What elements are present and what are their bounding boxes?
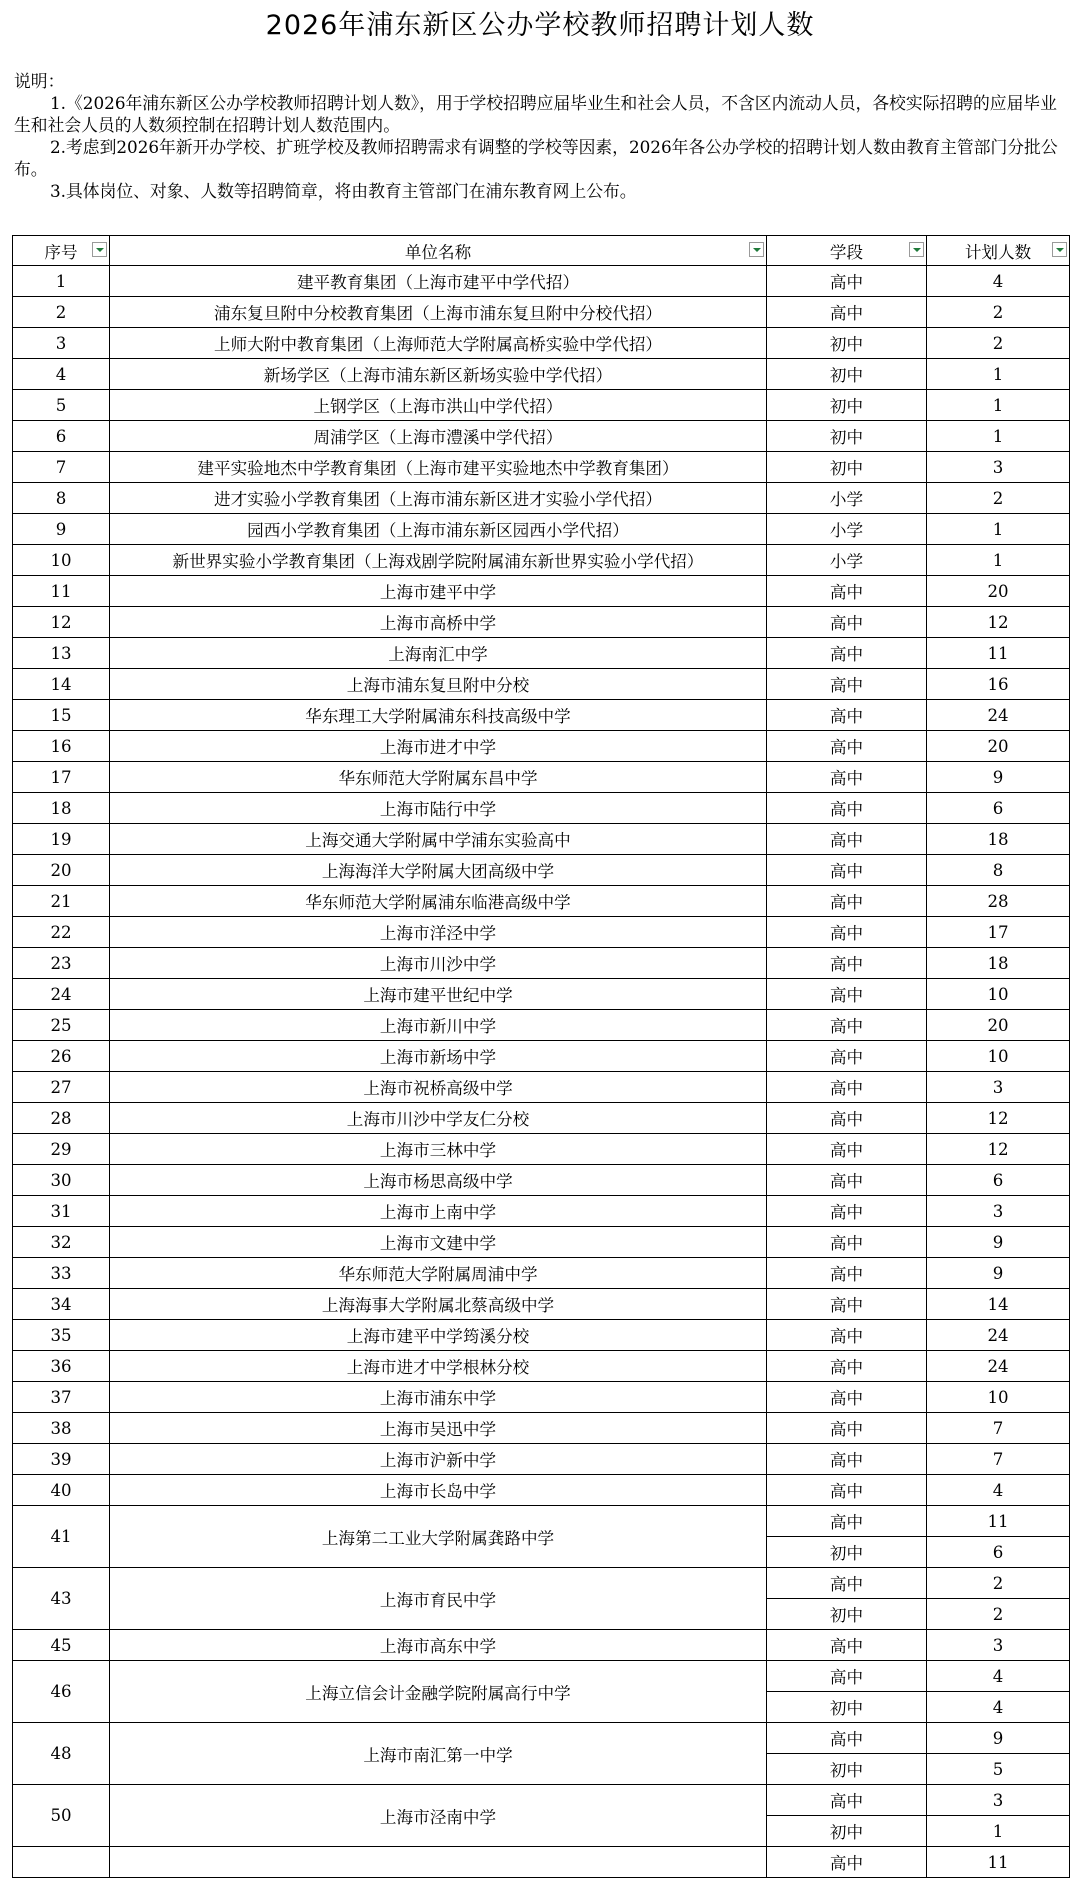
cell-no: 43 <box>13 1568 110 1630</box>
cell-no: 18 <box>13 793 110 824</box>
table-row <box>13 452 1070 483</box>
cell-count: 6 <box>927 1537 1070 1568</box>
cell-no: 22 <box>13 917 110 948</box>
table-row <box>13 1444 1070 1475</box>
cell-count: 3 <box>927 1196 1070 1227</box>
note-item: 1.《2026年浦东新区公办学校教师招聘计划人数》，用于学校招聘应届毕业生和社会人员，不含区内流动人员，各校实际招聘的应届毕业生和社会人员的人数须控制在招聘计划人数范围内。 <box>14 93 1057 135</box>
cell-stage: 高中 <box>767 1165 927 1196</box>
cell-count: 2 <box>927 483 1070 514</box>
cell-count: 7 <box>927 1444 1070 1475</box>
cell-count: 11 <box>927 1506 1070 1537</box>
cell-unit-name: 上海市祝桥高级中学 <box>110 1072 767 1103</box>
table-row <box>13 948 1070 979</box>
table-row <box>13 1072 1070 1103</box>
filter-dropdown-icon[interactable] <box>749 242 764 257</box>
cell-count: 1 <box>927 421 1070 452</box>
table-row <box>13 762 1070 793</box>
cell-no: 4 <box>13 359 110 390</box>
cell-unit-name: 华东师范大学附属浦东临港高级中学 <box>110 886 767 917</box>
cell-no: 39 <box>13 1444 110 1475</box>
table-row <box>13 1785 1070 1816</box>
cell-unit-name: 上海市杨思高级中学 <box>110 1165 767 1196</box>
cell-unit-name: 上海市川沙中学 <box>110 948 767 979</box>
cell-count: 12 <box>927 607 1070 638</box>
table-row <box>13 1661 1070 1692</box>
cell-no: 23 <box>13 948 110 979</box>
cell-stage: 初中 <box>767 1754 927 1785</box>
cell-stage: 高中 <box>767 638 927 669</box>
cell-stage: 高中 <box>767 1568 927 1599</box>
cell-stage: 高中 <box>767 1351 927 1382</box>
cell-stage: 小学 <box>767 514 927 545</box>
cell-stage: 高中 <box>767 1258 927 1289</box>
cell-stage: 高中 <box>767 1134 927 1165</box>
cell-count: 17 <box>927 917 1070 948</box>
cell-unit-name: 上海市建平中学筠溪分校 <box>110 1320 767 1351</box>
cell-stage: 高中 <box>767 1382 927 1413</box>
cell-no: 16 <box>13 731 110 762</box>
table-row <box>13 1413 1070 1444</box>
cell-count: 1 <box>927 359 1070 390</box>
cell-stage: 高中 <box>767 700 927 731</box>
cell-unit-name: 上海市南汇第一中学 <box>110 1723 767 1785</box>
cell-count: 16 <box>927 669 1070 700</box>
table-row <box>13 1289 1070 1320</box>
cell-unit-name: 华东理工大学附属浦东科技高级中学 <box>110 700 767 731</box>
cell-no: 6 <box>13 421 110 452</box>
cell-count: 11 <box>927 638 1070 669</box>
table-row <box>13 1103 1070 1134</box>
cell-no: 7 <box>13 452 110 483</box>
cell-count: 2 <box>927 1568 1070 1599</box>
cell-unit-name: 上海市浦东中学 <box>110 1382 767 1413</box>
cell-unit-name: 上海市三林中学 <box>110 1134 767 1165</box>
filter-dropdown-icon[interactable] <box>92 242 107 257</box>
cell-stage: 高中 <box>767 1196 927 1227</box>
table-row <box>13 1134 1070 1165</box>
table-row <box>13 483 1070 514</box>
cell-no: 38 <box>13 1413 110 1444</box>
cell-no: 11 <box>13 576 110 607</box>
cell-stage: 高中 <box>767 948 927 979</box>
table-row <box>13 297 1070 328</box>
cell-count: 4 <box>927 1475 1070 1506</box>
cell-stage: 高中 <box>767 1630 927 1661</box>
table-row <box>13 1382 1070 1413</box>
cell-no: 24 <box>13 979 110 1010</box>
table-row <box>13 1196 1070 1227</box>
cell-count: 18 <box>927 948 1070 979</box>
filter-dropdown-icon[interactable] <box>1052 242 1067 257</box>
cell-unit-name: 建平实验地杰中学教育集团（上海市建平实验地杰中学教育集团） <box>110 452 767 483</box>
cell-unit-name: 新场学区（上海市浦东新区新场实验中学代招） <box>110 359 767 390</box>
cell-count: 24 <box>927 1351 1070 1382</box>
cell-count: 3 <box>927 1072 1070 1103</box>
table-row <box>13 886 1070 917</box>
cell-stage: 高中 <box>767 607 927 638</box>
cell-no: 20 <box>13 855 110 886</box>
cell-no: 36 <box>13 1351 110 1382</box>
cell-count: 20 <box>927 576 1070 607</box>
cell-unit-name: 上海海洋大学附属大团高级中学 <box>110 855 767 886</box>
table-header-row <box>13 236 1070 266</box>
cell-count: 4 <box>927 1692 1070 1723</box>
cell-no: 45 <box>13 1630 110 1661</box>
cell-stage: 高中 <box>767 576 927 607</box>
cell-unit-name: 上海市文建中学 <box>110 1227 767 1258</box>
note-item: 2.考虑到2026年新开办学校、扩班学校及教师招聘需求有调整的学校等因素，2026年各公办学校的招聘计划人数由教育主管部门分批公布。 <box>14 137 1058 179</box>
cell-no: 25 <box>13 1010 110 1041</box>
table-row <box>13 328 1070 359</box>
table-row <box>13 1010 1070 1041</box>
cell-stage: 高中 <box>767 669 927 700</box>
cell-no: 50 <box>13 1785 110 1847</box>
cell-stage: 初中 <box>767 1816 927 1847</box>
cell-no: 31 <box>13 1196 110 1227</box>
cell-no: 26 <box>13 1041 110 1072</box>
cell-unit-name: 浦东复旦附中分校教育集团（上海市浦东复旦附中分校代招） <box>110 297 767 328</box>
cell-no: 34 <box>13 1289 110 1320</box>
cell-stage: 初中 <box>767 421 927 452</box>
cell-stage: 高中 <box>767 824 927 855</box>
cell-no: 2 <box>13 297 110 328</box>
cell-count: 2 <box>927 1599 1070 1630</box>
table-row <box>13 607 1070 638</box>
recruitment-table <box>12 235 1070 1878</box>
cell-count: 12 <box>927 1103 1070 1134</box>
cell-unit-name: 上海市陆行中学 <box>110 793 767 824</box>
cell-unit-name: 园西小学教育集团（上海市浦东新区园西小学代招） <box>110 514 767 545</box>
cell-stage: 高中 <box>767 762 927 793</box>
table-row <box>13 824 1070 855</box>
cell-unit-name: 上钢学区（上海市洪山中学代招） <box>110 390 767 421</box>
cell-unit-name: 上师大附中教育集团（上海师范大学附属高桥实验中学代招） <box>110 328 767 359</box>
cell-no: 13 <box>13 638 110 669</box>
table-row <box>13 855 1070 886</box>
cell-count: 11 <box>927 1847 1070 1878</box>
cell-no: 5 <box>13 390 110 421</box>
cell-stage: 高中 <box>767 1010 927 1041</box>
table-row <box>13 1475 1070 1506</box>
column-header-no: 序号 <box>13 236 110 266</box>
table-row <box>13 1227 1070 1258</box>
cell-count: 9 <box>927 1723 1070 1754</box>
cell-no: 35 <box>13 1320 110 1351</box>
table-body <box>13 266 1070 1878</box>
cell-stage: 高中 <box>767 1785 927 1816</box>
table-row <box>13 1320 1070 1351</box>
cell-stage: 高中 <box>767 1072 927 1103</box>
table-row <box>13 731 1070 762</box>
table-row <box>13 545 1070 576</box>
table-row <box>13 359 1070 390</box>
cell-unit-name: 建平教育集团（上海市建平中学代招） <box>110 266 767 297</box>
cell-no: 8 <box>13 483 110 514</box>
cell-stage: 高中 <box>767 855 927 886</box>
cell-stage: 高中 <box>767 1444 927 1475</box>
cell-count: 10 <box>927 979 1070 1010</box>
cell-count: 8 <box>927 855 1070 886</box>
column-header-name: 单位名称 <box>110 236 767 266</box>
note-item: 3.具体岗位、对象、人数等招聘简章，将由教育主管部门在浦东教育网上公布。 <box>50 181 637 201</box>
cell-stage: 初中 <box>767 452 927 483</box>
cell-stage: 高中 <box>767 297 927 328</box>
cell-stage: 初中 <box>767 359 927 390</box>
cell-stage: 初中 <box>767 1692 927 1723</box>
cell-count: 1 <box>927 545 1070 576</box>
cell-stage: 高中 <box>767 979 927 1010</box>
table-row <box>13 514 1070 545</box>
cell-unit-name: 上海市新场中学 <box>110 1041 767 1072</box>
cell-stage: 高中 <box>767 1041 927 1072</box>
cell-stage: 高中 <box>767 1227 927 1258</box>
cell-unit-name: 上海市浦东复旦附中分校 <box>110 669 767 700</box>
cell-no: 32 <box>13 1227 110 1258</box>
cell-count: 10 <box>927 1382 1070 1413</box>
table-row <box>13 421 1070 452</box>
cell-stage: 高中 <box>767 266 927 297</box>
table-row <box>13 576 1070 607</box>
cell-count: 12 <box>927 1134 1070 1165</box>
cell-no: 14 <box>13 669 110 700</box>
cell-unit-name: 上海市吴迅中学 <box>110 1413 767 1444</box>
cell-stage: 小学 <box>767 483 927 514</box>
cell-stage: 高中 <box>767 1413 927 1444</box>
cell-stage: 高中 <box>767 1847 927 1878</box>
cell-unit-name: 上海立信会计金融学院附属高行中学 <box>110 1661 767 1723</box>
cell-no: 29 <box>13 1134 110 1165</box>
cell-no: 41 <box>13 1506 110 1568</box>
cell-count: 1 <box>927 390 1070 421</box>
table-row <box>13 1351 1070 1382</box>
cell-stage: 初中 <box>767 1537 927 1568</box>
cell-no: 10 <box>13 545 110 576</box>
cell-unit-name: 新世界实验小学教育集团（上海戏剧学院附属浦东新世界实验小学代招） <box>110 545 767 576</box>
cell-count: 6 <box>927 1165 1070 1196</box>
cell-stage: 高中 <box>767 1506 927 1537</box>
cell-unit-name: 上海市长岛中学 <box>110 1475 767 1506</box>
cell-unit-name: 上海市洋泾中学 <box>110 917 767 948</box>
cell-stage: 小学 <box>767 545 927 576</box>
cell-count: 1 <box>927 514 1070 545</box>
cell-no: 28 <box>13 1103 110 1134</box>
cell-count: 9 <box>927 762 1070 793</box>
table-row <box>13 669 1070 700</box>
cell-stage: 高中 <box>767 886 927 917</box>
cell-unit-name: 上海市沪新中学 <box>110 1444 767 1475</box>
cell-no: 40 <box>13 1475 110 1506</box>
cell-stage: 高中 <box>767 1320 927 1351</box>
cell-stage: 高中 <box>767 1475 927 1506</box>
cell-unit-name: 上海市新川中学 <box>110 1010 767 1041</box>
column-header-count: 计划人数 <box>927 236 1070 266</box>
cell-unit-name: 上海交通大学附属中学浦东实验高中 <box>110 824 767 855</box>
cell-unit-name: 华东师范大学附属东昌中学 <box>110 762 767 793</box>
cell-unit-name: 上海第二工业大学附属龚路中学 <box>110 1506 767 1568</box>
table-row <box>13 390 1070 421</box>
cell-count: 2 <box>927 328 1070 359</box>
cell-count: 24 <box>927 700 1070 731</box>
cell-count: 9 <box>927 1227 1070 1258</box>
cell-count: 5 <box>927 1754 1070 1785</box>
cell-unit-name: 上海市高桥中学 <box>110 607 767 638</box>
notes-heading: 说明： <box>14 71 65 91</box>
cell-stage: 高中 <box>767 1661 927 1692</box>
cell-unit-name: 上海市泾南中学 <box>110 1785 767 1847</box>
table-row <box>13 1723 1070 1754</box>
cell-stage: 高中 <box>767 1723 927 1754</box>
cell-count: 4 <box>927 266 1070 297</box>
cell-count: 28 <box>927 886 1070 917</box>
table-row <box>13 638 1070 669</box>
cell-unit-name: 上海市进才中学 <box>110 731 767 762</box>
cell-count: 4 <box>927 1661 1070 1692</box>
cell-no: 21 <box>13 886 110 917</box>
cell-count: 3 <box>927 1630 1070 1661</box>
table-row <box>13 979 1070 1010</box>
notes <box>14 70 1066 202</box>
cell-no: 17 <box>13 762 110 793</box>
cell-no: 15 <box>13 700 110 731</box>
cell-no: 46 <box>13 1661 110 1723</box>
cell-stage: 初中 <box>767 328 927 359</box>
cell-count: 6 <box>927 793 1070 824</box>
cell-count: 3 <box>927 452 1070 483</box>
cell-no: 12 <box>13 607 110 638</box>
page-title: 2026年浦东新区公办学校教师招聘计划人数 <box>265 10 815 41</box>
cell-count: 9 <box>927 1258 1070 1289</box>
cell-no: 3 <box>13 328 110 359</box>
cell-no: 1 <box>13 266 110 297</box>
cell-stage: 高中 <box>767 1103 927 1134</box>
cell-unit-name: 上海市建平世纪中学 <box>110 979 767 1010</box>
table-row <box>13 1258 1070 1289</box>
cell-no: 37 <box>13 1382 110 1413</box>
cell-stage: 高中 <box>767 917 927 948</box>
cell-count: 2 <box>927 297 1070 328</box>
cell-unit-name: 上海海事大学附属北蔡高级中学 <box>110 1289 767 1320</box>
table-row <box>13 1041 1070 1072</box>
cell-unit-name: 上海市建平中学 <box>110 576 767 607</box>
cell-unit-name: 进才实验小学教育集团（上海市浦东新区进才实验小学代招） <box>110 483 767 514</box>
cell-stage: 初中 <box>767 390 927 421</box>
cell-stage: 高中 <box>767 793 927 824</box>
cell-unit-name: 上海市上南中学 <box>110 1196 767 1227</box>
cell-no: 27 <box>13 1072 110 1103</box>
cell-unit-name: 上海市川沙中学友仁分校 <box>110 1103 767 1134</box>
cell-stage: 初中 <box>767 1599 927 1630</box>
cell-no: 48 <box>13 1723 110 1785</box>
table-row <box>13 1506 1070 1537</box>
cell-no: 19 <box>13 824 110 855</box>
table-row <box>13 700 1070 731</box>
cell-unit-name: 上海市育民中学 <box>110 1568 767 1630</box>
cell-count: 14 <box>927 1289 1070 1320</box>
cell-unit-name: 周浦学区（上海市澧溪中学代招） <box>110 421 767 452</box>
cell-count: 20 <box>927 731 1070 762</box>
table-row <box>13 1630 1070 1661</box>
cell-no: 9 <box>13 514 110 545</box>
cell-unit-name: 华东师范大学附属周浦中学 <box>110 1258 767 1289</box>
table-row <box>13 1568 1070 1599</box>
cell-unit-name: 上海南汇中学 <box>110 638 767 669</box>
cell-count: 7 <box>927 1413 1070 1444</box>
cell-stage: 高中 <box>767 1289 927 1320</box>
cell-count: 20 <box>927 1010 1070 1041</box>
cell-unit-name: 上海市进才中学根林分校 <box>110 1351 767 1382</box>
cell-unit-name: 上海市高东中学 <box>110 1630 767 1661</box>
cell-count: 3 <box>927 1785 1070 1816</box>
cell-count: 24 <box>927 1320 1070 1351</box>
table-row <box>13 1165 1070 1196</box>
table-row <box>13 917 1070 948</box>
filter-dropdown-icon[interactable] <box>909 242 924 257</box>
cell-no: 30 <box>13 1165 110 1196</box>
cell-count: 1 <box>927 1816 1070 1847</box>
cell-stage: 高中 <box>767 731 927 762</box>
table-row <box>13 266 1070 297</box>
cell-count: 18 <box>927 824 1070 855</box>
column-header-stage: 学段 <box>767 236 927 266</box>
cell-count: 10 <box>927 1041 1070 1072</box>
cell-no: 33 <box>13 1258 110 1289</box>
table-row <box>13 793 1070 824</box>
